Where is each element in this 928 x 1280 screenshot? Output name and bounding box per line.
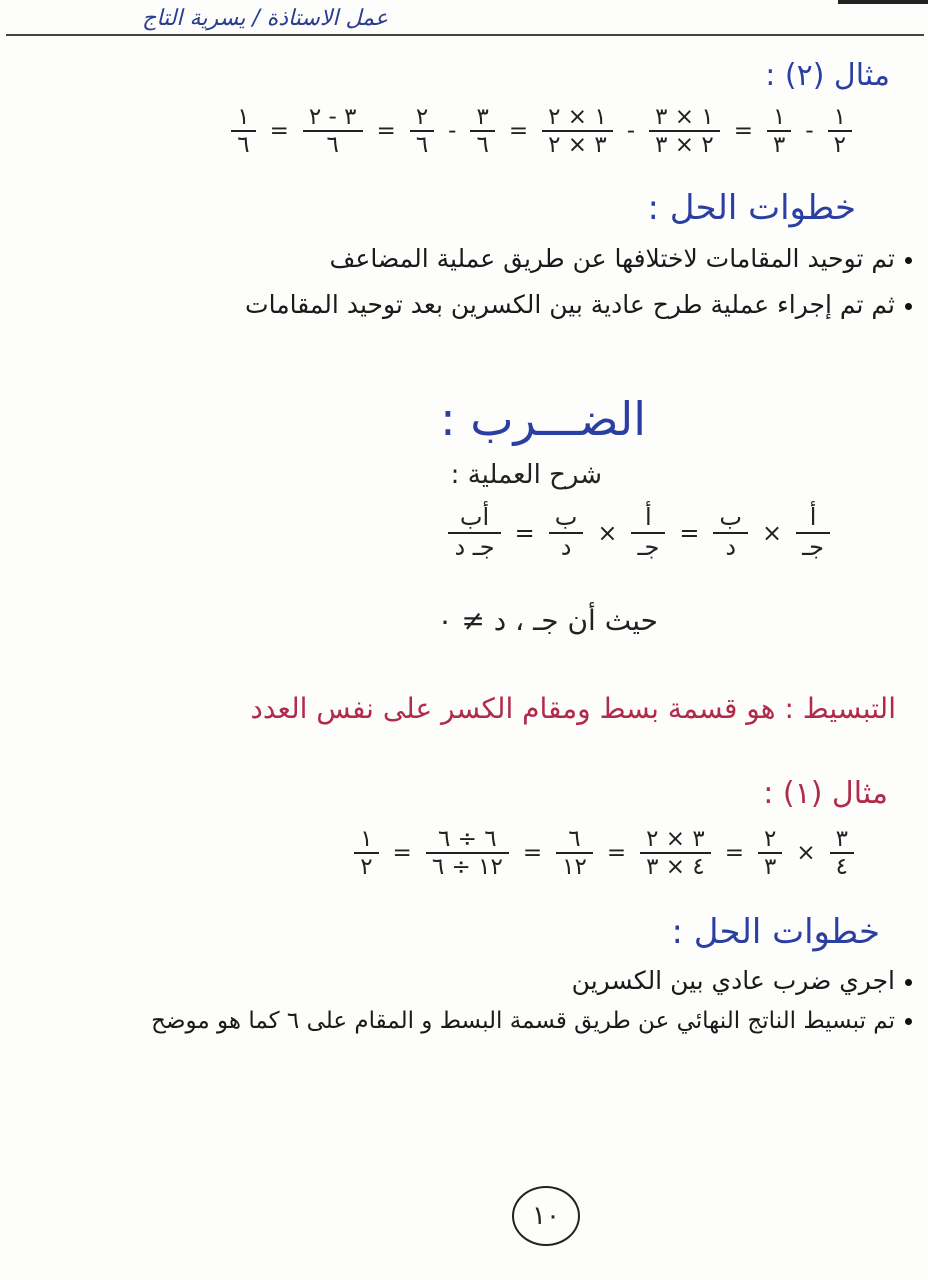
example1-operator: = (522, 840, 543, 867)
example1-fraction (830, 826, 854, 881)
example2-step-1: تم توحيد المقامات لاختلافها عن طريق عملية المضاعف (330, 244, 912, 273)
denominator: ٣ × ٢ (548, 132, 607, 159)
multiplication-fraction (796, 504, 830, 561)
example2-fraction (410, 104, 434, 159)
numerator: ١ (360, 826, 373, 852)
example2-fraction (542, 104, 613, 159)
bullet-icon (905, 979, 912, 986)
numerator: ب (719, 503, 743, 531)
example1-step-2: تم تبسيط الناتج النهائي عن طريق قسمة البسط و المقام على ٦ كما هو موضح (151, 1008, 912, 1034)
numerator: ٢ (415, 104, 429, 130)
example2-fraction (767, 104, 791, 159)
denominator: جـ (637, 532, 660, 561)
denominator: ٦ (476, 132, 489, 159)
denominator: جـ د (454, 532, 495, 561)
explain-title: شرح العملية : (450, 460, 602, 490)
multiplication-operator: = (514, 518, 535, 547)
denominator: ٦ (326, 132, 339, 159)
numerator: ٦ (568, 826, 581, 852)
denominator: ٤ × ٣ (646, 854, 705, 881)
denominator: ٢ × ٣ (655, 132, 714, 159)
example2-operator: - (448, 118, 457, 145)
example1-operator: = (392, 840, 412, 867)
numerator: ١ × ٢ (548, 104, 607, 130)
author-header: عمل الاستاذة / يسرية التاج (142, 6, 388, 31)
denominator: ٣ (764, 854, 777, 881)
example2-step-2: ثم تم إجراء عملية طرح عادية بين الكسرين بعد توحيد المقامات (245, 290, 912, 319)
denominator: ١٢ ÷ ٦ (431, 854, 503, 881)
numerator: ١ (772, 104, 786, 130)
multiplication-fraction (631, 504, 665, 561)
example1-operator: = (724, 840, 744, 867)
numerator: أب (459, 503, 490, 531)
page-number: ١٠ (512, 1186, 580, 1246)
numerator: ١ (237, 104, 250, 130)
header-rule (6, 34, 924, 36)
example2-operator: - (626, 118, 636, 145)
example1-operator: × (796, 840, 816, 867)
bullet-icon (905, 303, 912, 310)
nonzero-condition: حيث أن جـ ، د ≠ ٠ (437, 604, 658, 637)
numerator: ٣ (835, 826, 848, 852)
example2-title: مثال (٢) : (765, 58, 890, 93)
example2-fraction (828, 104, 852, 159)
bullet-icon (905, 257, 912, 264)
example1-fraction (426, 826, 509, 881)
example1-fraction (556, 826, 593, 881)
simplification-definition: التبسيط : هو قسمة بسط ومقام الكسر على نفس العدد (250, 692, 896, 725)
example1-fraction (758, 826, 782, 881)
example2-fraction (303, 104, 363, 159)
example2-operator: = (269, 118, 289, 145)
denominator: ٢ (833, 132, 846, 159)
multiplication-operator: = (679, 518, 700, 547)
denominator: ٣ (772, 132, 786, 159)
denominator: ٦ (237, 132, 250, 159)
numerator: ب (554, 503, 578, 531)
numerator: ٣ (476, 104, 489, 130)
denominator: ٦ (415, 132, 429, 159)
multiplication-fraction (549, 504, 584, 561)
numerator: ٣ - ٢ (308, 104, 357, 130)
multiplication-operator: × (597, 518, 618, 547)
example2-operator: = (376, 118, 396, 145)
example2-fraction (231, 104, 255, 159)
example1-title: مثال (١) : (763, 776, 888, 811)
top-edge-mark (838, 0, 928, 4)
numerator: ١ × ٣ (655, 104, 714, 130)
denominator: ٢ (360, 854, 373, 881)
numerator: ١ (833, 104, 846, 130)
example2-fraction (470, 104, 494, 159)
example1-fraction (640, 826, 711, 881)
example1-operator: = (606, 840, 627, 867)
example2-operator: - (805, 118, 814, 145)
denominator: د (725, 532, 737, 561)
numerator: ٢ (764, 826, 777, 852)
multiplication-fraction (448, 504, 500, 561)
multiplication-fraction (713, 504, 748, 561)
numerator: ٦ ÷ ٦ (438, 826, 497, 852)
numerator: أ (645, 503, 652, 531)
example2-fraction (649, 104, 720, 159)
multiplication-formula (442, 504, 836, 561)
example1-steps-title: خطوات الحل : (671, 912, 880, 952)
example2-operator: = (508, 118, 529, 145)
multiplication-operator: × (762, 518, 783, 547)
numerator: أ (809, 503, 817, 531)
example1-equation (348, 826, 860, 881)
example1-fraction (354, 826, 378, 881)
example2-steps-title: خطوات الحل : (647, 188, 856, 228)
example2-equation (225, 104, 858, 159)
denominator: ١٢ (562, 854, 587, 881)
multiplication-title: الضـــرب : (440, 392, 646, 446)
example1-step-1: اجري ضرب عادي بين الكسرين (572, 966, 912, 995)
denominator: د (560, 532, 572, 561)
denominator: ٤ (835, 854, 848, 881)
example2-operator: = (733, 118, 753, 145)
denominator: جـ (802, 532, 824, 561)
bullet-icon (905, 1018, 912, 1025)
numerator: ٣ × ٢ (646, 826, 705, 852)
